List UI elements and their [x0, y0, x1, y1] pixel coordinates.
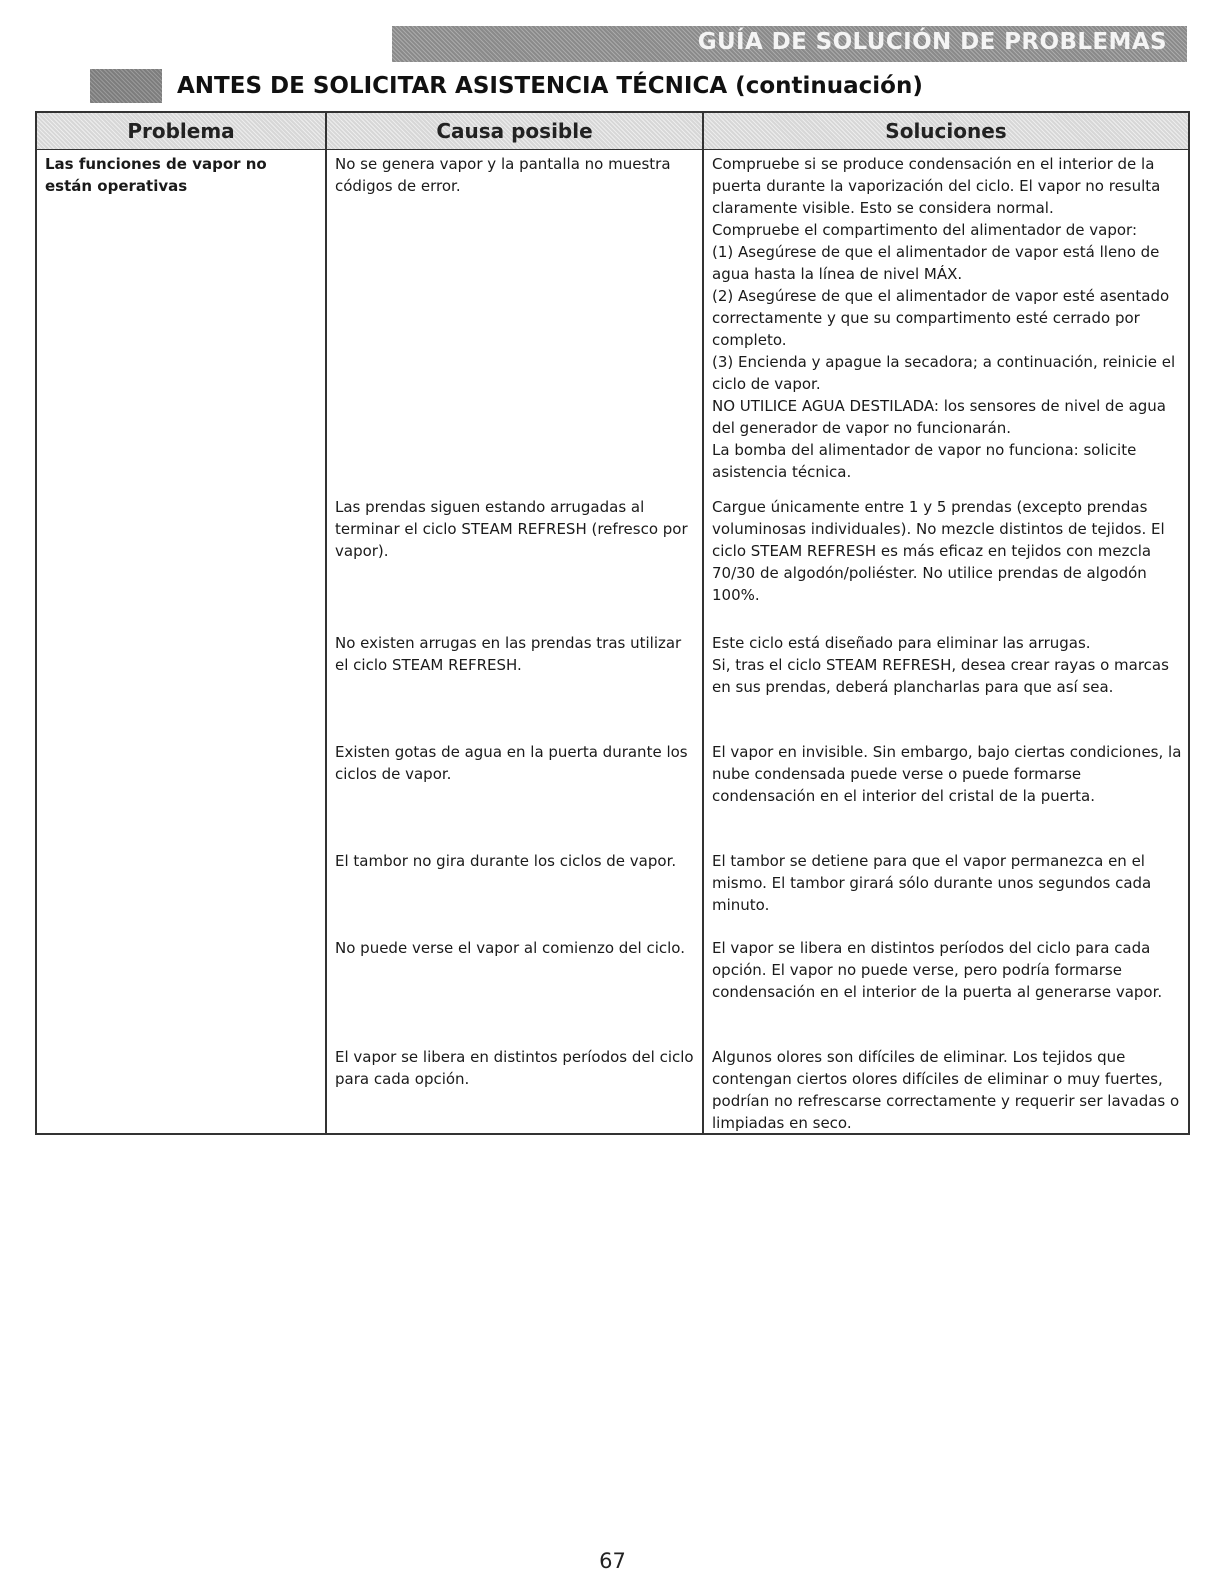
cause-text: Existen gotas de agua en la puerta durante los ciclos de vapor.	[335, 743, 688, 783]
section-heading	[90, 66, 923, 106]
solution-text: La bomba del alimentador de vapor no funciona: solicite asistencia técnica.	[712, 441, 1137, 481]
section-title: ANTES DE SOLICITAR ASISTENCIA TÉCNICA (continuación)	[177, 73, 923, 99]
section-banner	[392, 26, 1187, 62]
heading-marker	[90, 69, 162, 103]
column-header-cause: Causa posible	[326, 112, 703, 150]
troubleshooting-table	[35, 111, 1190, 1135]
banner-title: GUÍA DE SOLUCIÓN DE PROBLEMAS	[697, 29, 1167, 55]
solution-text: (1) Asegúrese de que el alimentador de vapor está lleno de agua hasta la línea de nivel MÁX.	[712, 243, 1160, 283]
cause-text: El vapor se libera en distintos períodos del ciclo para cada opción.	[335, 1048, 694, 1088]
column-header-problem: Problema	[36, 112, 326, 150]
solution-text: El vapor en invisible. Sin embargo, bajo ciertas condiciones, la nube condensada puede verse o puede formarse condensación en el interior del cristal de la puerta.	[712, 743, 1182, 805]
table-row	[36, 150, 1189, 1135]
solution-text: Algunos olores son difíciles de eliminar. Los tejidos que contengan ciertos olores difíciles de eliminar o muy fuertes, podrían no refrescarse correctamente y requerir ser lavadas o limpiadas en seco.	[712, 1048, 1180, 1132]
page-number: 67	[599, 1549, 626, 1573]
solution-text: NO UTILICE AGUA DESTILADA: los sensores de nivel de agua del generador de vapor no funcionarán.	[712, 397, 1166, 437]
solution-block	[712, 496, 1182, 632]
solution-text: Este ciclo está diseñado para eliminar las arrugas.	[712, 634, 1091, 652]
solution-text: (2) Asegúrese de que el alimentador de vapor esté asentado correctamente y que su compartimento esté cerrado por completo.	[712, 287, 1170, 349]
solution-text: Compruebe si se produce condensación en el interior de la puerta durante la vaporización del ciclo. El vapor no resulta claramente visible. Esto se considera normal.	[712, 155, 1161, 217]
column-header-solutions: Soluciones	[703, 112, 1189, 150]
solution-text: El tambor se detiene para que el vapor permanezca en el mismo. El tambor girará sólo durante unos segundos cada minuto.	[712, 852, 1152, 914]
solution-text: Si, tras el ciclo STEAM REFRESH, desea crear rayas o marcas en sus prendas, deberá plancharlas para que así sea.	[712, 656, 1169, 696]
solution-block	[712, 632, 1182, 741]
solution-block	[712, 1046, 1182, 1133]
cause-column	[326, 150, 703, 1135]
cause-text: No se genera vapor y la pantalla no muestra códigos de error.	[335, 155, 671, 195]
problem-cell: Las funciones de vapor no están operativas	[36, 150, 326, 1135]
table-header-row	[36, 112, 1189, 150]
solution-block	[712, 153, 1182, 496]
cause-text: No puede verse el vapor al comienzo del ciclo.	[335, 939, 685, 957]
cause-text: Las prendas siguen estando arrugadas al terminar el ciclo STEAM REFRESH (refresco por vapor).	[335, 498, 688, 560]
solution-text: Cargue únicamente entre 1 y 5 prendas (excepto prendas voluminosas individuales). No mezcle distintos de tejidos. El ciclo STEAM REFRESH es más eficaz en tejidos con mezcla 70/30 de algodón/poliéster. No utilice prendas de algodón 100%.	[712, 498, 1165, 604]
solution-block	[712, 937, 1182, 1046]
solution-block	[712, 741, 1182, 850]
solutions-column	[703, 150, 1189, 1135]
solution-text: Compruebe el compartimento del alimentador de vapor:	[712, 221, 1138, 239]
solution-text: El vapor se libera en distintos períodos del ciclo para cada opción. El vapor no puede verse, pero podría formarse condensación en el interior de la puerta al generarse vapor.	[712, 939, 1163, 1001]
solution-text: (3) Encienda y apague la secadora; a continuación, reinicie el ciclo de vapor.	[712, 353, 1176, 393]
solution-block	[712, 850, 1182, 937]
cause-text: No existen arrugas en las prendas tras utilizar el ciclo STEAM REFRESH.	[335, 634, 682, 674]
cause-text: El tambor no gira durante los ciclos de vapor.	[335, 852, 677, 870]
